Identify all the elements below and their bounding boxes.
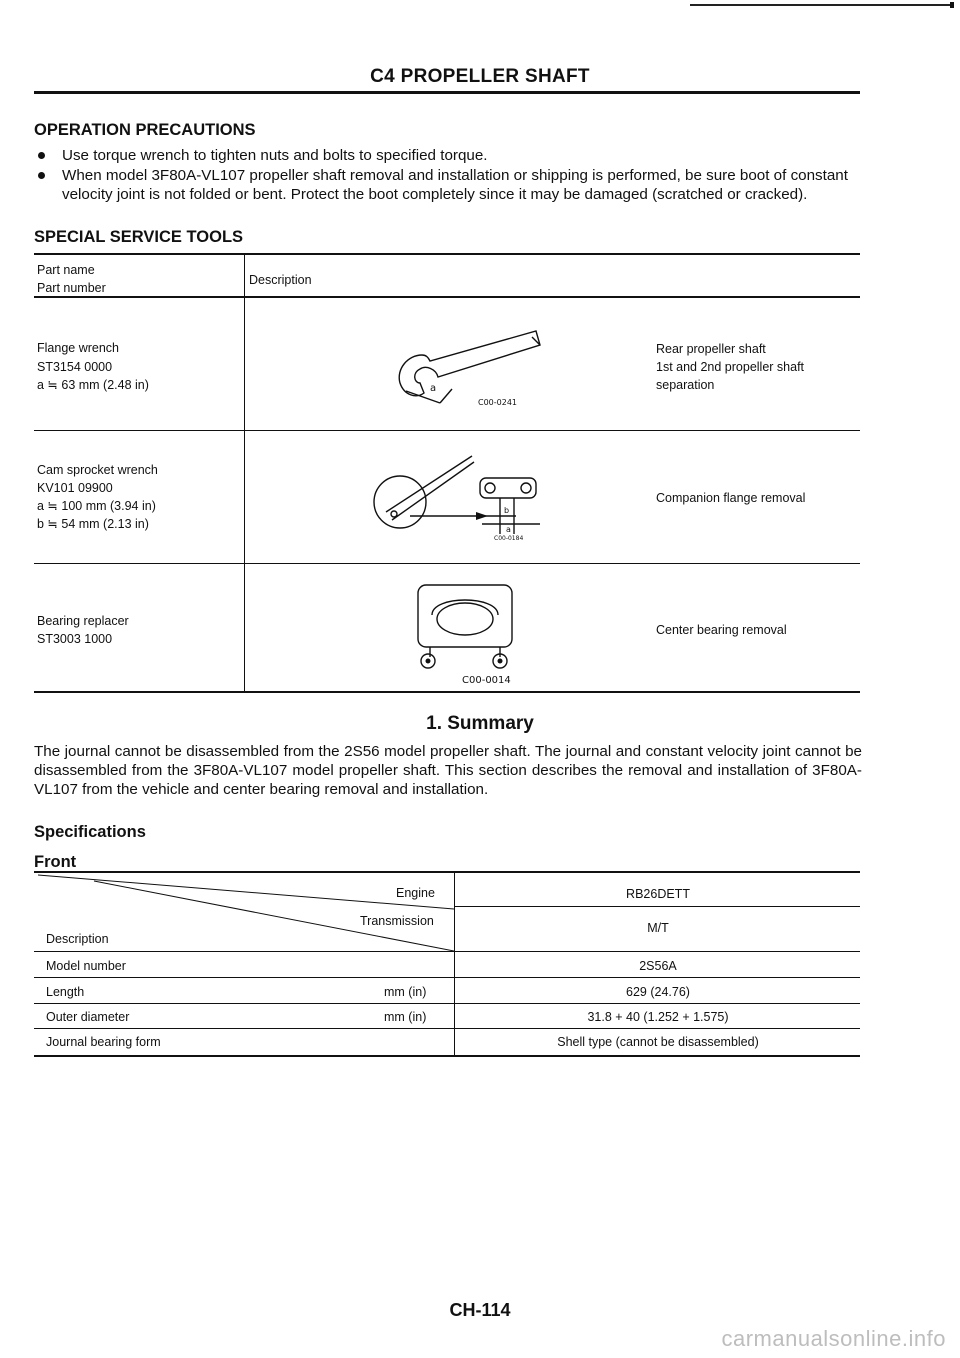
fig-label-b: b [504, 506, 510, 515]
tool-number: ST3154 0000 [37, 360, 113, 374]
spec-engine-value: RB26DETT [626, 887, 690, 901]
summary-heading: 1. Summary [426, 713, 534, 734]
front-heading: Front [34, 853, 77, 871]
figure-code: C00-0014 [462, 675, 511, 686]
fig-label-a: a [506, 525, 511, 534]
spec-value: Shell type (cannot be disassembled) [557, 1035, 759, 1049]
watermark: carmanualsonline.info [721, 1326, 946, 1351]
spec-value: 2S56A [639, 959, 677, 973]
tools-header-number: Part number [37, 281, 106, 295]
precaution-item: Use torque wrench to tighten nuts and bolts to specified torque. [34, 146, 862, 166]
title-rule [34, 91, 860, 94]
tools-row-rule [34, 563, 860, 564]
spec-row-rule [34, 1028, 860, 1029]
precautions-list [34, 146, 862, 205]
corner-rule [690, 4, 952, 6]
page-number: CH-114 [449, 1300, 511, 1320]
operation-heading: OPERATION PRECAUTIONS [34, 121, 256, 139]
tool-name: Bearing replacer [37, 614, 129, 628]
tool-use-line: separation [656, 378, 715, 392]
spec-header-engine: Engine [396, 886, 435, 900]
tools-heading: SPECIAL SERVICE TOOLS [34, 228, 244, 246]
spec-unit: mm (in) [384, 1010, 427, 1024]
summary-paragraph: The journal cannot be disassembled from the 2S56 model propeller shaft. The journal and constant velocity joint cannot be disassembled from the 3F80A-VL107 model propeller shaft. This section describes the removal and installation of 3F80A-VL107 from the vehicle and center bearing removal and installation. [34, 743, 862, 798]
spec-header-description: Description [46, 932, 109, 946]
spec-row-rule [34, 977, 860, 978]
tools-table-top-rule [34, 253, 860, 255]
spec-value: 629 (24.76) [626, 985, 690, 999]
tools-header-description: Description [249, 273, 312, 287]
spec-row-rule [34, 951, 860, 952]
flange-wrench-figure [380, 325, 570, 415]
bearing-replacer-figure [410, 575, 550, 687]
spec-table-bottom-rule [34, 1055, 860, 1057]
spec-label: Length [46, 985, 85, 999]
spec-transmission-value: M/T [647, 921, 669, 935]
precaution-item: When model 3F80A-VL107 propeller shaft removal and installation or shipping is performed, be sure boot of constant velocity joint is not folded or bent. Protect the boot completely since it may be damaged (scratched or cracked). [34, 166, 862, 205]
spec-value: 31.8 + 40 (1.252 + 1.575) [587, 1010, 729, 1024]
tools-row-rule [34, 430, 860, 431]
spec-header-midrule [454, 906, 860, 907]
tool-use-line: 1st and 2nd propeller shaft [656, 360, 805, 374]
figure-code: C00-0184 [494, 535, 524, 542]
fig-label-a: a [430, 383, 437, 394]
specifications-heading: Specifications [34, 823, 146, 841]
tool-name: Cam sprocket wrench [37, 463, 158, 477]
figure-code: C00-0241 [478, 398, 518, 407]
spec-row-rule [34, 1003, 860, 1004]
tool-number: KV101 09900 [37, 481, 113, 495]
tools-header-name: Part name [37, 263, 95, 277]
tools-header-rule [34, 296, 860, 298]
tools-column-divider [244, 255, 245, 691]
spec-label: Journal bearing form [46, 1035, 161, 1049]
spec-header-transmission: Transmission [360, 914, 434, 928]
tool-name: Flange wrench [37, 341, 119, 355]
cam-sprocket-wrench-figure [364, 450, 584, 542]
tool-number: ST3003 1000 [37, 632, 113, 646]
tool-dimension: a ≒ 100 mm (3.94 in) [37, 499, 156, 513]
page-title: C4 PROPELLER SHAFT [370, 66, 590, 87]
tool-use-line: Companion flange removal [656, 491, 806, 505]
spec-unit: mm (in) [384, 985, 427, 999]
corner-mark [950, 2, 954, 8]
tool-dimension: a ≒ 63 mm (2.48 in) [37, 378, 149, 392]
tools-table-bottom-rule [34, 691, 860, 693]
tool-use-line: Center bearing removal [656, 623, 787, 637]
spec-label: Outer diameter [46, 1010, 130, 1024]
tool-dimension: b ≒ 54 mm (2.13 in) [37, 517, 149, 531]
spec-label: Model number [46, 959, 126, 973]
tool-use-line: Rear propeller shaft [656, 342, 766, 356]
